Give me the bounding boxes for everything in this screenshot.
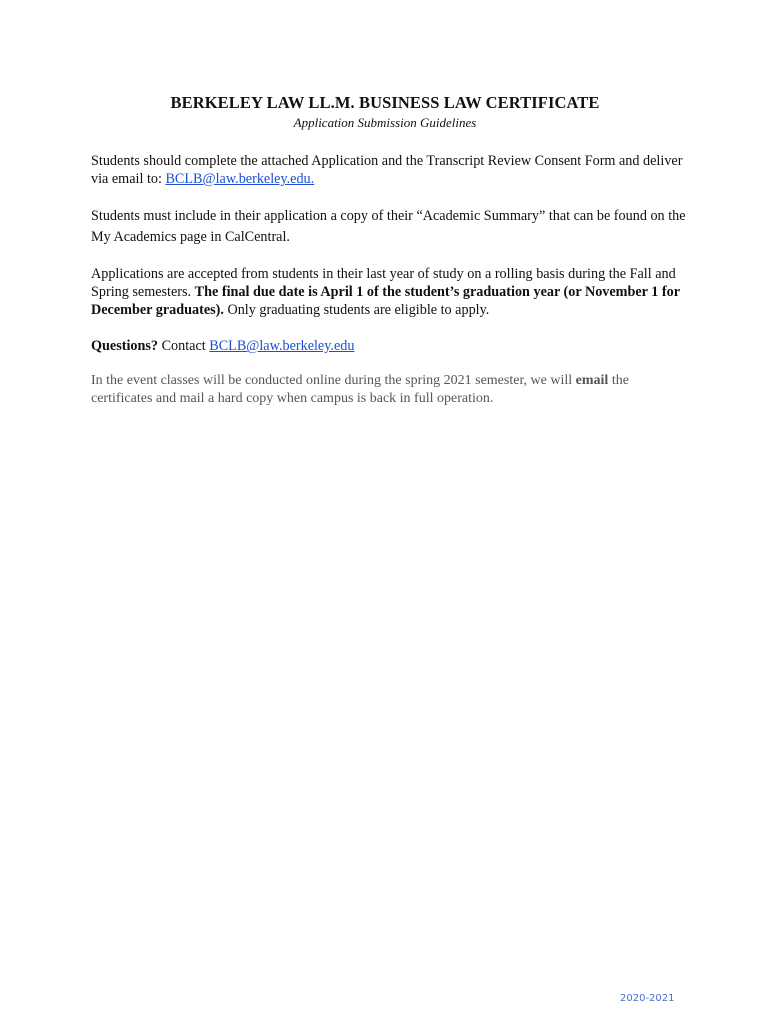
paragraph-deadlines-eligibility: Only graduating students are eligible to apply. xyxy=(223,302,490,318)
email-link[interactable]: BCLB@law.berkeley.edu. xyxy=(165,171,315,187)
paragraph-academic-summary-text: Students must include in their application a copy of their “Academic Summary” that can be found on the My Academics page in CalCentral. xyxy=(91,208,686,245)
online-notice-text: In the event classes will be conducted online during the spring 2021 semester, we will xyxy=(91,373,576,388)
online-notice-text-end: the certificates and mail a hard copy when campus is back in full operation. xyxy=(91,373,629,406)
paragraph-deadlines xyxy=(91,265,691,319)
email-bold-word: email xyxy=(575,373,609,388)
document-title: BERKELEY LAW LL.M. BUSINESS LAW CERTIFICATE xyxy=(170,93,600,112)
paragraph-deadlines-text: Applications are accepted from students in their last year of study on a rolling basis during the Fall and Spring semesters. xyxy=(91,266,676,300)
paragraph-questions xyxy=(91,337,691,355)
contact-text: Contact xyxy=(158,338,210,354)
questions-label: Questions? xyxy=(91,338,159,354)
footer-year: 2020-2021 xyxy=(620,993,675,1004)
deadline-bold-text: The final due date is April 1 of the student’s graduation year (or November 1 for December graduates). xyxy=(91,284,680,318)
document-subtitle: Application Submission Guidelines xyxy=(293,115,477,130)
paragraph-academic-summary xyxy=(91,206,691,248)
paragraph-submission-text: Students should complete the attached Application and the Transcript Review Consent Form and deliver via email to: xyxy=(91,153,683,187)
contact-email-link[interactable]: BCLB@law.berkeley.edu xyxy=(209,338,355,354)
paragraph-submission xyxy=(91,152,691,188)
paragraph-online-notice xyxy=(91,372,691,408)
